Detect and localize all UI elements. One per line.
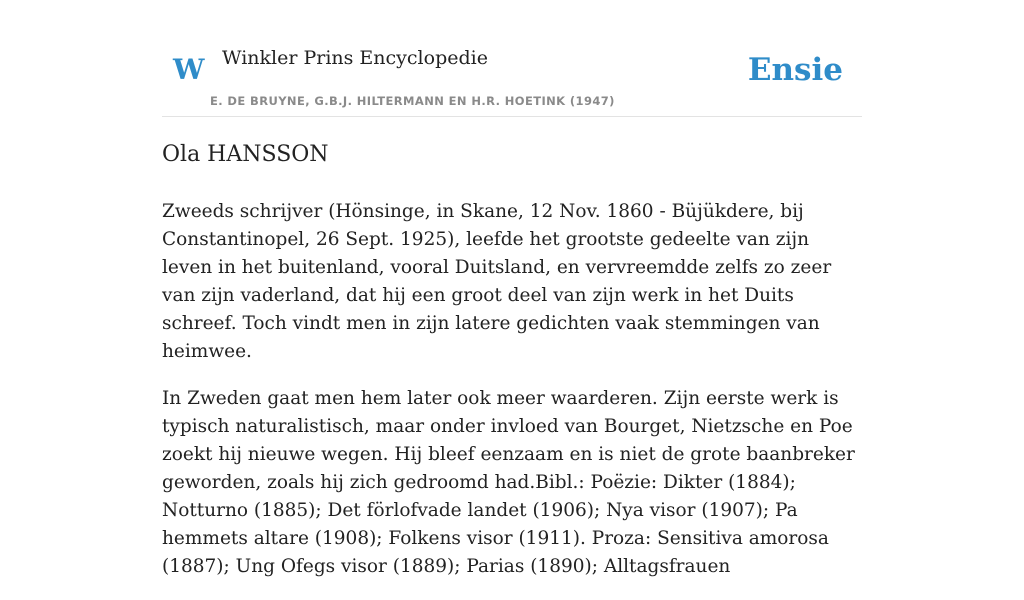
article: [162, 138, 862, 600]
source-header: [162, 0, 862, 117]
source-title[interactable]: Winkler Prins Encyclopedie: [222, 47, 488, 69]
source-logo-icon: W: [173, 53, 205, 86]
article-paragraph: Zweeds schrijver (Hönsinge, in Skane, 12 Nov. 1860 - Büjükdere, bij Constantinopel, 26 Sept. 1925), leefde het grootste gedeelte van zijn leven in het buitenland, vooral Duitsland, en vervreemdde zelfs zo zeer van zijn vaderland, dat hij een groot deel van zijn werk in het Duits schreef. Toch vindt men in zijn latere gedichten vaak stemmingen van heimwee.: [162, 201, 832, 362]
article-paragraph: In Zweden gaat men hem later ook meer waarderen. Zijn eerste werk is typisch naturalistisch, maar onder invloed van Bourget, Nietzsche en Poe zoekt hij nieuwe wegen. Hij bleef eenzaam en is niet de grote baanbreker geworden, zoals hij zich gedroomd had.Bibl.: Poëzie: Dikter (1884); Notturno (1885); Det förlofvade landet (1906); Nya visor (1907); Pa hemmets altare (1908); Folkens visor (1911). Proza: Sensitiva amorosa (1887); Ung Ofegs visor (1889); Parias (1890); Alltagsfrauen: [162, 388, 855, 577]
ensie-brand-logo[interactable]: Ensie: [747, 52, 843, 88]
article-title: Ola HANSSON: [162, 142, 329, 167]
source-authors: E. DE BRUYNE, G.B.J. HILTERMANN EN H.R. HOETINK (1947): [210, 94, 615, 108]
